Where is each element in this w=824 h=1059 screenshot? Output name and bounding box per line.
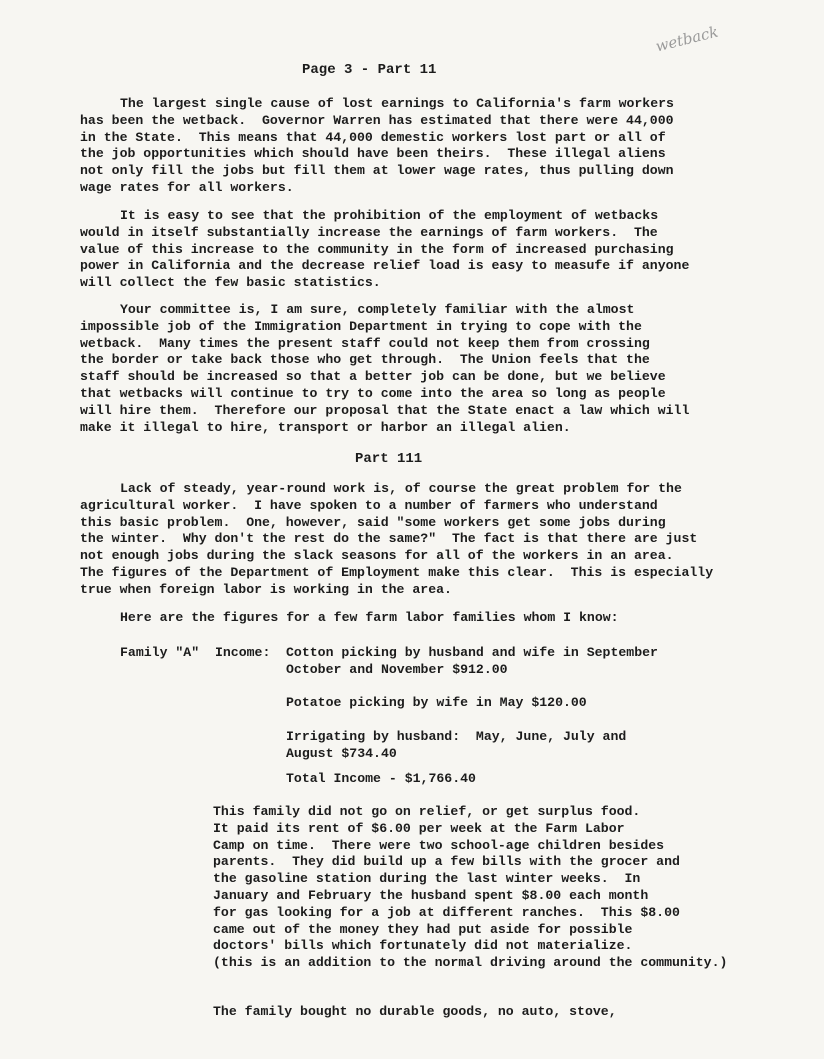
text-line: came out of the money they had put aside for possible [213, 921, 633, 937]
total-income [286, 771, 476, 788]
text-line: the gasoline station during the last winter weeks. In [213, 871, 641, 887]
family-label: Family "A" Income: [120, 645, 271, 660]
text-line: for gas looking for a job at different ranches. This $8.00 [213, 904, 680, 920]
text-line: Camp on time. There were two school-age children besides [213, 837, 665, 853]
text-line: Here are the figures for a few farm labor families whom I know: [120, 610, 619, 625]
text-line: would in itself substantially increase the earnings of farm workers. The [80, 224, 658, 240]
text-line: Cotton picking by husband and wife in September [286, 645, 658, 660]
text-line: October and November $912.00 [286, 661, 508, 677]
income-item-cotton [286, 645, 658, 679]
text-line: Your committee is, I am sure, completely familiar with the almost [120, 302, 635, 317]
text-line: value of this increase to the community in the form of increased purchasing [80, 241, 674, 257]
text-line: (this is an addition to the normal driving around the community.) [213, 955, 728, 971]
text-line: doctors' bills which fortunately did not materialize. [213, 938, 633, 954]
paragraph-prohibition [80, 208, 700, 292]
text-line: has been the wetback. Governor Warren has estimated that there were 44,000 [80, 112, 674, 128]
text-line: Lack of steady, year-round work is, of course the great problem for the [120, 481, 682, 496]
text-line: wage rates for all workers. [80, 179, 294, 195]
family-notes [213, 804, 727, 972]
text-line: impossible job of the Immigration Department in trying to cope with the [80, 318, 642, 334]
paragraph-immigration [80, 302, 700, 436]
text-line: not only fill the jobs but fill them at lower wage rates, thus pulling down [80, 163, 674, 179]
text-line: the job opportunities which should have been theirs. These illegal aliens [80, 146, 666, 162]
figures-intro [80, 610, 700, 627]
text-line: will collect the few basic statistics. [80, 275, 381, 291]
text-line: Potatoe picking by wife in May $120.00 [286, 695, 587, 710]
text-line: the winter. Why don't the rest do the same?" The fact is that there are just [80, 531, 698, 547]
text-line: This family did not go on relief, or get surplus food. [213, 804, 641, 819]
income-item-irrigating [286, 729, 626, 763]
text-line: not enough jobs during the slack seasons for all of the workers in an area. [80, 548, 674, 564]
text-line: Total Income - $1,766.40 [286, 771, 476, 786]
income-item-potatoe [286, 695, 587, 712]
text-line: that wetbacks will continue to try to come into the area so long as people [80, 385, 666, 401]
paragraph-steady-work [80, 481, 714, 599]
text-line: staff should be increased so that a better job can be done, but we believe [80, 369, 666, 385]
paragraph-wetback-earnings [80, 96, 700, 197]
text-line: parents. They did build up a few bills with the grocer and [213, 854, 680, 870]
text-line: true when foreign labor is working in the area. [80, 581, 452, 597]
text-line: will hire them. Therefore our proposal that the State enact a law which will [80, 402, 690, 418]
final-line: The family bought no durable goods, no auto, stove, [213, 1004, 617, 1019]
text-line: January and February the husband spent $8.00 each month [213, 887, 649, 903]
handwritten-annotation: wetback [653, 22, 721, 56]
text-line: make it illegal to hire, transport or harbor an illegal alien. [80, 419, 571, 435]
text-line: agricultural worker. I have spoken to a number of farmers who understand [80, 497, 658, 513]
text-line: It paid its rent of $6.00 per week at the Farm Labor [213, 820, 625, 836]
text-line: The largest single cause of lost earnings to California's farm workers [120, 96, 674, 111]
text-line: August $734.40 [286, 745, 397, 761]
text-line: this basic problem. One, however, said "some workers get some jobs during [80, 514, 666, 530]
text-line: wetback. Many times the present staff could not keep them from crossing [80, 335, 650, 351]
text-line: the border or take back those who get through. The Union feels that the [80, 352, 650, 368]
text-line: power in California and the decrease relief load is easy to measufe if anyone [80, 258, 690, 274]
section-title: Part 111 [355, 451, 423, 467]
text-line: Irrigating by husband: May, June, July and [286, 729, 627, 744]
text-line: The figures of the Department of Employment make this clear. This is especially [80, 564, 714, 580]
page-header: Page 3 - Part 11 [302, 62, 437, 78]
text-line: in the State. This means that 44,000 demestic workers lost part or all of [80, 129, 666, 145]
text-line: It is easy to see that the prohibition of the employment of wetbacks [120, 208, 659, 223]
